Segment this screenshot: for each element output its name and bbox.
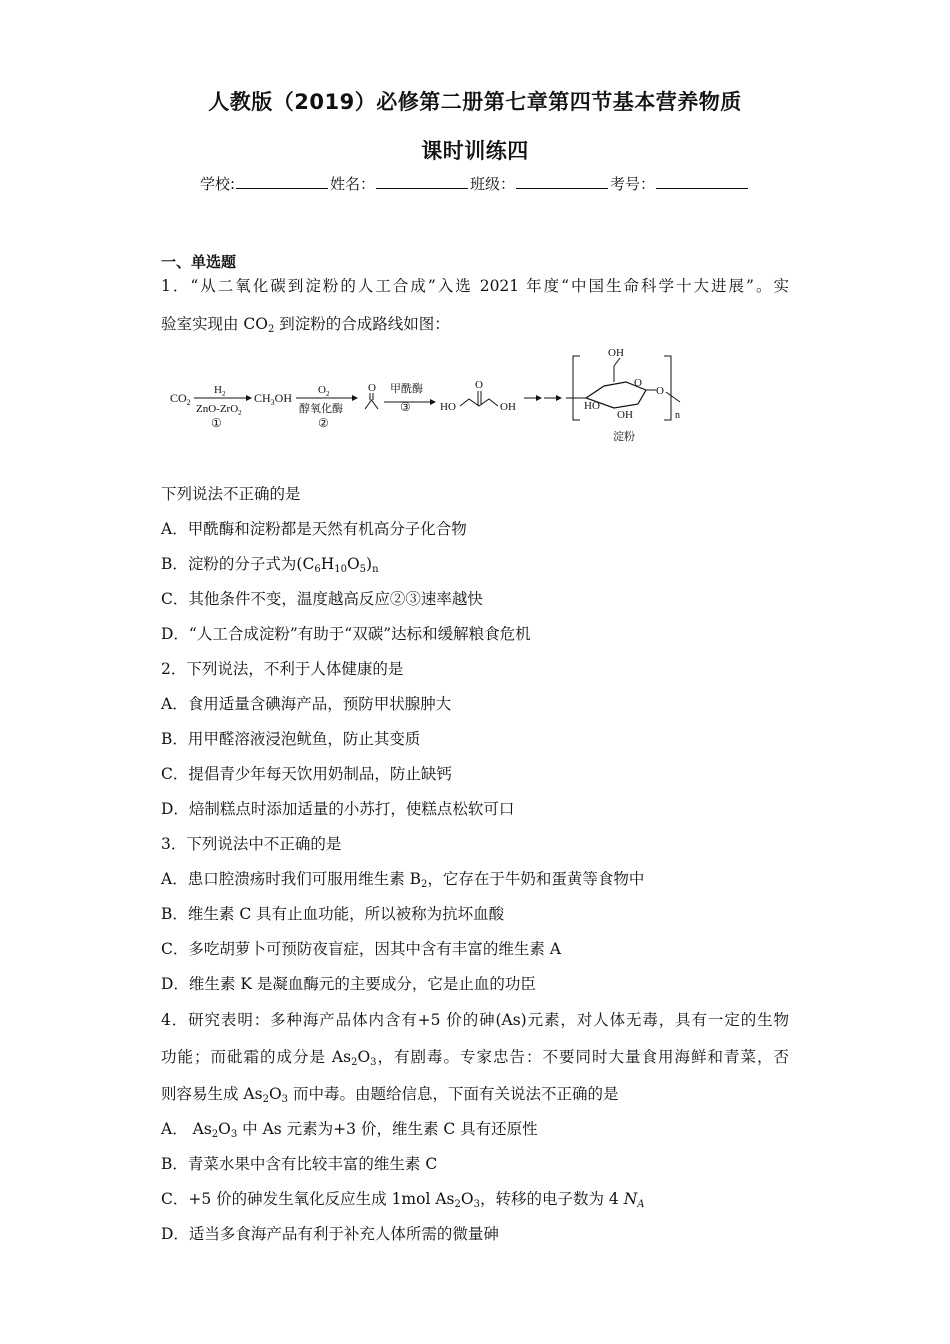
ring-oh: OH — [617, 409, 633, 421]
dha-ho: HO — [440, 401, 456, 413]
q4-option-c[interactable]: C．+5 价的砷发生氧化反应生成 1mol $As_2O_3$，转移的电子数为 4 $N_A$ — [161, 1190, 645, 1210]
q1-option-a[interactable]: A．甲酰酶和淀粉都是天然有机高分子化合物 — [161, 520, 467, 538]
student-info-row — [0, 173, 950, 194]
catalyst-label: ZnO-ZrO$_2$ — [196, 403, 242, 417]
o2-label: $O_2$ — [318, 384, 330, 398]
q4-option-b[interactable]: B．青菜水果中含有比较丰富的维生素 C — [161, 1155, 438, 1173]
q3-option-c[interactable]: C．多吃胡萝卜可预防夜盲症，因其中含有丰富的维生素 A — [161, 940, 561, 958]
name-label: 姓名： — [330, 175, 376, 193]
class-blank[interactable] — [516, 174, 608, 189]
q1-line1: 1．“从二氧化碳到淀粉的人工合成”入选 2021 年度“中国生命科学十大进展”。实 — [161, 277, 789, 295]
starch-bracket-left — [573, 356, 580, 420]
q4-option-d[interactable]: D．适当多食海产品有利于补充人体所需的微量砷 — [161, 1225, 499, 1243]
q2-option-b[interactable]: B．用甲醛溶液浸泡鱿鱼，防止其变质 — [161, 730, 421, 748]
formaldehyde-o: O — [368, 382, 376, 394]
page-subtitle: 课时训练四 — [421, 139, 529, 163]
polymer-n: n — [675, 410, 680, 421]
q4-line1: 4．研究表明：多种海产品体内含有+5 价的砷(As)元素，对人体无毒，具有一定的生物 — [161, 1011, 789, 1029]
q1-option-d[interactable]: D．“人工合成淀粉”有助于“双碳”达标和缓解粮食危机 — [161, 625, 531, 643]
alcohol-oxidase-label: 醇氧化酶 — [299, 403, 343, 415]
q4-option-a[interactable]: A． $As_2O_3$ 中 As 元素为+3 价，维生素 C 具有还原性 — [161, 1120, 538, 1140]
q3-option-b[interactable]: B．维生素 C 具有止血功能，所以被称为抗坏血酸 — [161, 905, 505, 923]
id-blank[interactable] — [656, 174, 748, 189]
school-label: 学校: — [199, 175, 235, 193]
starch-synthesis-diagram — [168, 342, 698, 452]
q1-line2: 验室实现由 $CO_2$ 到淀粉的合成路线如图： — [161, 315, 450, 335]
q4-line2: 功能；而砒霜的成分是 $As_2O_3$，有剧毒。专家忠告：不要同时大量食用海鲜和青菜，否 — [161, 1048, 789, 1068]
q3-stem: 3．下列说法中不正确的是 — [161, 835, 342, 853]
q1-stem: 下列说法不正确的是 — [161, 485, 301, 503]
ring-link-o: O — [656, 385, 664, 397]
methanol-label: $CH_3OH$ — [254, 391, 293, 407]
starch-label: 淀粉 — [613, 431, 635, 443]
h2-label: $H_2$ — [214, 384, 226, 398]
q3-option-a[interactable]: A．患口腔溃疡时我们可服用维生素 $B_2$，它存在于牛奶和蛋黄等食物中 — [161, 870, 645, 890]
page-title: 人教版（2019）必修第二册第七章第四节基本营养物质 — [208, 90, 742, 114]
dha-o: O — [475, 379, 483, 391]
q2-option-d[interactable]: D．焙制糕点时添加适量的小苏打，使糕点松软可口 — [161, 800, 515, 818]
q2-option-c[interactable]: C．提倡青少年每天饮用奶制品，防止缺钙 — [161, 765, 452, 783]
ring-o: O — [634, 377, 642, 389]
step3-label: ③ — [400, 400, 411, 414]
q2-option-a[interactable]: A．食用适量含碘海产品，预防甲状腺肿大 — [161, 695, 452, 713]
q4-line3: 则容易生成 $As_2O_3$ 而中毒。由题给信息，下面有关说法不正确的是 — [161, 1085, 619, 1105]
id-label: 考号： — [610, 175, 656, 193]
section-title: 一、单选题 — [161, 253, 237, 271]
ring-ho: HO — [584, 400, 600, 412]
co2-label: $CO_2$ — [170, 391, 191, 407]
formolase-label: 甲酰酶 — [390, 383, 423, 395]
step1-label: ① — [211, 416, 222, 430]
school-blank[interactable] — [236, 174, 328, 189]
q3-option-d[interactable]: D．维生素 K 是凝血酶元的主要成分，它是止血的功臣 — [161, 975, 536, 993]
class-label: 班级： — [470, 175, 516, 193]
q1-option-c[interactable]: C．其他条件不变，温度越高反应②③速率越快 — [161, 590, 483, 608]
step2-label: ② — [318, 416, 329, 430]
name-blank[interactable] — [376, 174, 468, 189]
q1-option-b[interactable]: B．淀粉的分子式为$(C_6H_{10}O_5)_n$ — [161, 555, 379, 575]
q2-stem: 2．下列说法，不利于人体健康的是 — [161, 660, 404, 678]
starch-bracket-right — [664, 356, 671, 420]
dha-oh: OH — [500, 401, 516, 413]
ring-oh-top: OH — [608, 347, 624, 359]
